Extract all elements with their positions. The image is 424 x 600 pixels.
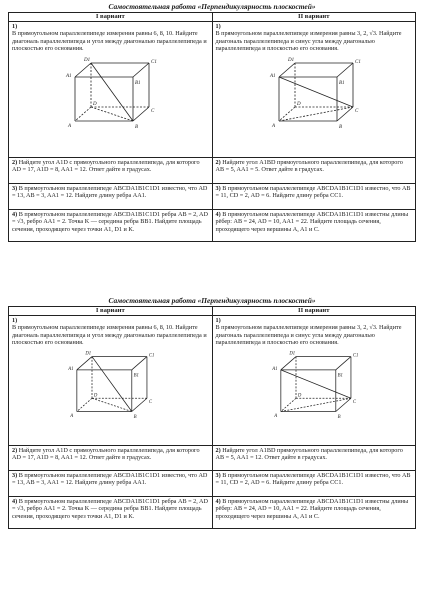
parallelepiped-figure — [55, 55, 165, 131]
vertex-label: D1 — [287, 57, 294, 63]
vertex-label: B1 — [135, 80, 141, 86]
task-text: В прямоугольном параллелепипеде ABCDA1B1C1D1 известно, что AD = 13, AB = 3, AA1 = 12. Найдите длину ребра AA1. — [12, 185, 208, 200]
task-number: 4) — [215, 498, 221, 505]
task-text: В прямоугольном параллелепипеде ABCDA1B1C1D1 известно, что AD = 13, AB = 3, AA1 = 12. Найдите длину ребра AA1. — [12, 472, 208, 487]
parallelepiped-figure — [259, 55, 369, 131]
task-2-variant-2 — [212, 158, 416, 184]
task-text: Найдите угол A1BD прямоугольного параллелепипеда, для которого AB = 5, AA1 = 5. Ответ дайте в градусах. — [215, 159, 403, 174]
vertex-label: A — [70, 413, 74, 419]
task-text: Найдите угол A1D с прямоугольного параллелепипеда, для которого AD = 17, A1D = 8, AA1 = 12. Ответ дайте в градусах. — [12, 159, 200, 174]
vertex-label: D1 — [289, 351, 295, 357]
task-number: 2) — [12, 159, 18, 166]
task-number: 4) — [215, 211, 221, 218]
vertex-label: B1 — [133, 373, 140, 379]
task-1-variant-2 — [212, 22, 416, 158]
variant-header-1: I вариант — [9, 13, 213, 22]
vertex-label: A — [271, 123, 275, 129]
parallelepiped-figure — [259, 349, 369, 421]
variant-header-2: II вариант — [212, 307, 416, 316]
vertex-label: A1 — [68, 366, 74, 372]
variant-header-2: II вариант — [212, 13, 416, 22]
vertex-label: C — [149, 399, 153, 405]
task-number: 1) — [215, 23, 221, 30]
task-1-variant-1 — [9, 22, 213, 158]
task-4-variant-1 — [9, 210, 213, 242]
task-text: В прямоугольном параллелепипеде ABCDA1B1C1D1 ребра AB = 2, AD = √3, ребро AA1 = 2. Точка K — середина ребра BB1. Найдите площадь сечения, проходящего через точки A1, D1 и K. — [12, 498, 208, 520]
task-number: 3) — [12, 472, 18, 479]
task-3-variant-1 — [9, 471, 213, 497]
task-3-variant-1 — [9, 184, 213, 210]
vertex-label: C1 — [354, 59, 361, 65]
tasks-table — [8, 306, 416, 529]
task-number: 4) — [12, 211, 18, 218]
task-2-variant-2 — [212, 446, 416, 471]
task-number: 1) — [12, 23, 18, 30]
vertex-label: D — [297, 392, 302, 398]
task-number: 2) — [215, 159, 221, 166]
task-number: 2) — [215, 447, 221, 454]
task-1-variant-2 — [212, 316, 416, 446]
vertex-label: D1 — [84, 57, 91, 63]
vertex-label: D — [296, 101, 301, 107]
vertex-label: B — [135, 124, 139, 130]
task-number: 2) — [12, 447, 18, 454]
vertex-label: A — [273, 413, 277, 419]
vertex-label: D1 — [85, 351, 92, 357]
vertex-label: C — [151, 108, 155, 114]
task-number: 1) — [215, 317, 221, 324]
task-1-variant-1 — [9, 316, 213, 446]
task-4-variant-1 — [9, 497, 213, 529]
task-4-variant-2 — [212, 497, 416, 529]
task-number: 1) — [12, 317, 18, 324]
worksheet-2 — [8, 296, 416, 529]
task-text: В прямоугольном параллелепипеде ABCDA1B1C1D1 известно, что AB = 11, CD = 2, AD = 6. Найдите длину ребра CC1. — [215, 472, 411, 487]
task-number: 4) — [12, 498, 18, 505]
task-3-variant-2 — [212, 471, 416, 497]
vertex-label: B — [337, 414, 341, 420]
task-text: В прямоугольном параллелепипеде измерения равны 3, 2, √3. Найдите диагональ параллелепипеда и синус угла между диагональю параллелепипеда и плоскостью его основания. — [215, 30, 402, 53]
task-text: В прямоугольном параллелепипеде ABCDA1B1C1D1 известны длины рёбер: AB = 24, AD = 10, AA1 = 22. Найдите площадь сечения, проходящего через вершины A, A1 и C. — [215, 211, 409, 233]
task-text: В прямоугольном параллелепипеде ABCDA1B1C1D1 известны длины рёбер: AB = 24, AD = 10, AA1 = 22. Найдите площадь сечения, проходящего через вершины A, A1 и C. — [215, 498, 409, 520]
vertex-label: C1 — [151, 59, 158, 65]
vertex-label: B1 — [338, 80, 345, 86]
vertex-label: A1 — [272, 366, 278, 372]
vertex-label: A — [68, 123, 72, 129]
task-text: В прямоугольном параллелепипеде измерения равны 6, 8, 10. Найдите диагональ параллелепипеда и угол между диагональю параллелепипеда и плоскостью его основания. — [12, 324, 207, 347]
worksheet-title: Самостоятельная работа «Перпендикулярность плоскостей» — [108, 2, 316, 11]
task-number: 3) — [12, 185, 18, 192]
worksheet-1 — [8, 2, 416, 242]
task-text: В прямоугольном параллелепипеде ABCDA1B1C1D1 ребра AB = 2, AD = √3, ребро AA1 = 2. Точка K — середина ребра BB1. Найдите площадь сечения, проходящего через точки A1, D1 и K. — [12, 211, 208, 233]
vertex-label: D — [93, 101, 97, 107]
task-text: В прямоугольном параллелепипеде измерения равны 3, 2, √3. Найдите диагональ параллелепипеда и синус угла между диагональю параллелепипеда и плоскостью его основания. — [215, 324, 402, 347]
vertex-label: B — [338, 124, 342, 130]
vertex-label: C1 — [149, 353, 155, 359]
task-text: В прямоугольном параллелепипеде ABCDA1B1C1D1 известно, что AB = 11, CD = 2, AD = 6. Найдите длину ребра CC1. — [215, 185, 411, 200]
vertex-label: C — [354, 108, 359, 114]
vertex-label: D — [94, 392, 98, 398]
task-2-variant-1 — [9, 158, 213, 184]
worksheet-title: Самостоятельная работа «Перпендикулярность плоскостей» — [108, 296, 316, 305]
vertex-label: A1 — [66, 73, 72, 79]
task-text: Найдите угол A1BD прямоугольного параллелепипеда, для которого AB = 5, AA1 = 12. Ответ дайте в градусах. — [215, 447, 403, 462]
task-text: В прямоугольном параллелепипеде измерения равны 6, 8, 10. Найдите диагональ параллелепипеда и угол между диагональю параллелепипеда и плоскостью его основания. — [12, 30, 207, 53]
task-number: 3) — [215, 185, 221, 192]
task-text: Найдите угол A1D с прямоугольного параллелепипеда, для которого AD = 17, A1D = 8, AA1 = 12. Ответ дайте в градусах. — [12, 447, 200, 462]
vertex-label: B1 — [337, 373, 343, 379]
tasks-table — [8, 12, 416, 242]
task-4-variant-2 — [212, 210, 416, 242]
task-number: 3) — [215, 472, 221, 479]
task-3-variant-2 — [212, 184, 416, 210]
vertex-label: C1 — [352, 353, 359, 359]
vertex-label: A1 — [269, 73, 276, 79]
variant-header-1: I вариант — [9, 307, 213, 316]
vertex-label: C — [352, 399, 356, 405]
parallelepiped-figure — [55, 349, 165, 421]
vertex-label: B — [133, 414, 137, 420]
task-2-variant-1 — [9, 446, 213, 471]
